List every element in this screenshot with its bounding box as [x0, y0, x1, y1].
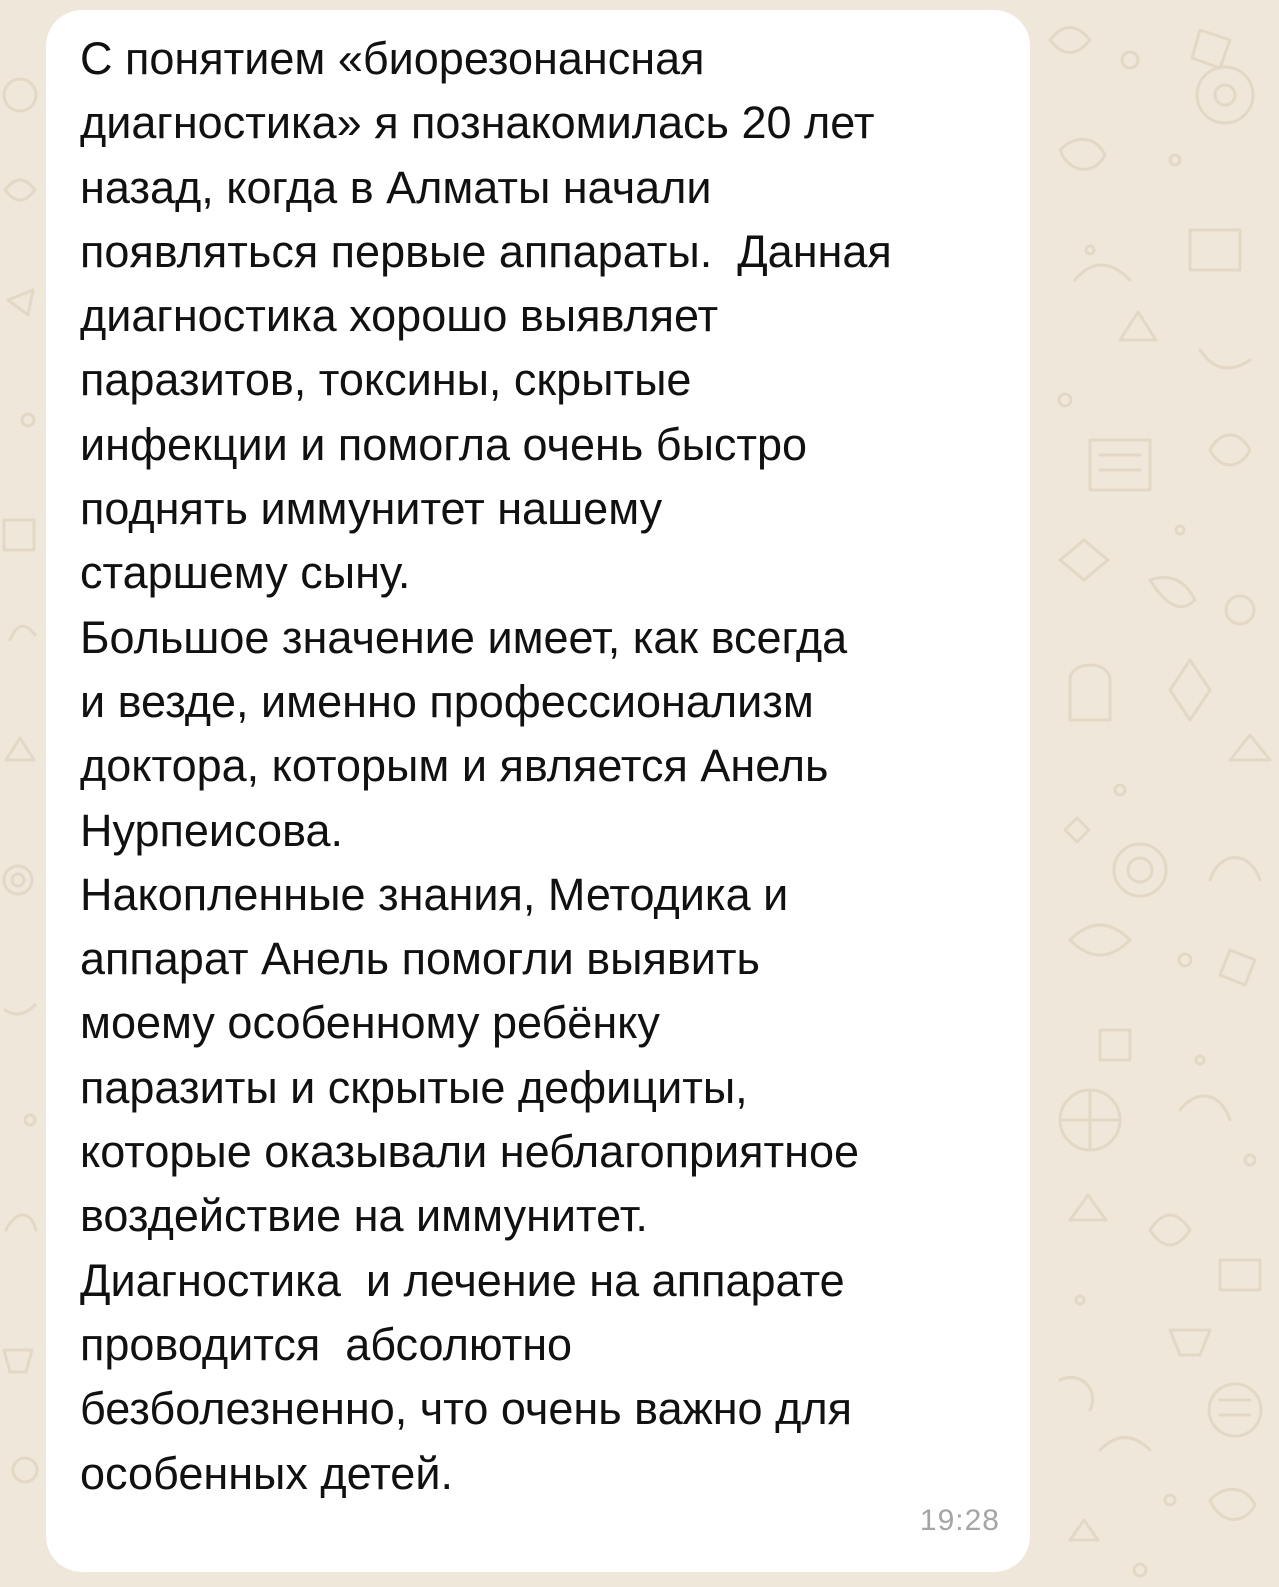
- message-line: диагностика» я познакомилась 20 лет: [80, 97, 875, 149]
- message-line: паразиты и скрытые дефициты,: [80, 1061, 748, 1113]
- message-line: которые оказывали неблагоприятное: [80, 1126, 860, 1178]
- message-line: доктора, которым и является Анель: [80, 740, 829, 792]
- message-bubble[interactable]: [46, 10, 1030, 1572]
- message-line: особенных детей.: [80, 1447, 453, 1499]
- message-line: паразитов, токсины, скрытые: [80, 354, 692, 406]
- message-line: и везде, именно профессионализм: [80, 675, 814, 727]
- message-line: Накопленные знания, Методика и: [80, 868, 789, 920]
- message-line: проводится абсолютно: [80, 1318, 573, 1370]
- message-line: инфекции и помогла очень быстро: [80, 418, 808, 470]
- message-line: воздействие на иммунитет.: [80, 1190, 648, 1242]
- message-line: назад, когда в Алматы начали: [80, 161, 712, 213]
- message-timestamp: 19:28: [919, 1504, 1000, 1537]
- message-line: аппарат Анель помогли выявить: [80, 933, 760, 985]
- message-line: Большое значение имеет, как всегда: [80, 611, 848, 663]
- message-line: безболезненно, что очень важно для: [80, 1383, 852, 1435]
- message-line: моему особенному ребёнку: [80, 997, 660, 1049]
- message-line: диагностика хорошо выявляет: [80, 290, 719, 342]
- message-line: поднять иммунитет нашему: [80, 483, 663, 535]
- message-line: Диагностика и лечение на аппарате: [80, 1254, 845, 1306]
- message-line: Нурпеисова.: [80, 804, 344, 856]
- message-line: появляться первые аппараты. Данная: [80, 225, 892, 277]
- message-line: старшему сыну.: [80, 547, 411, 599]
- message-line: С понятием «биорезонансная: [80, 33, 705, 84]
- message-text: [80, 27, 1000, 1506]
